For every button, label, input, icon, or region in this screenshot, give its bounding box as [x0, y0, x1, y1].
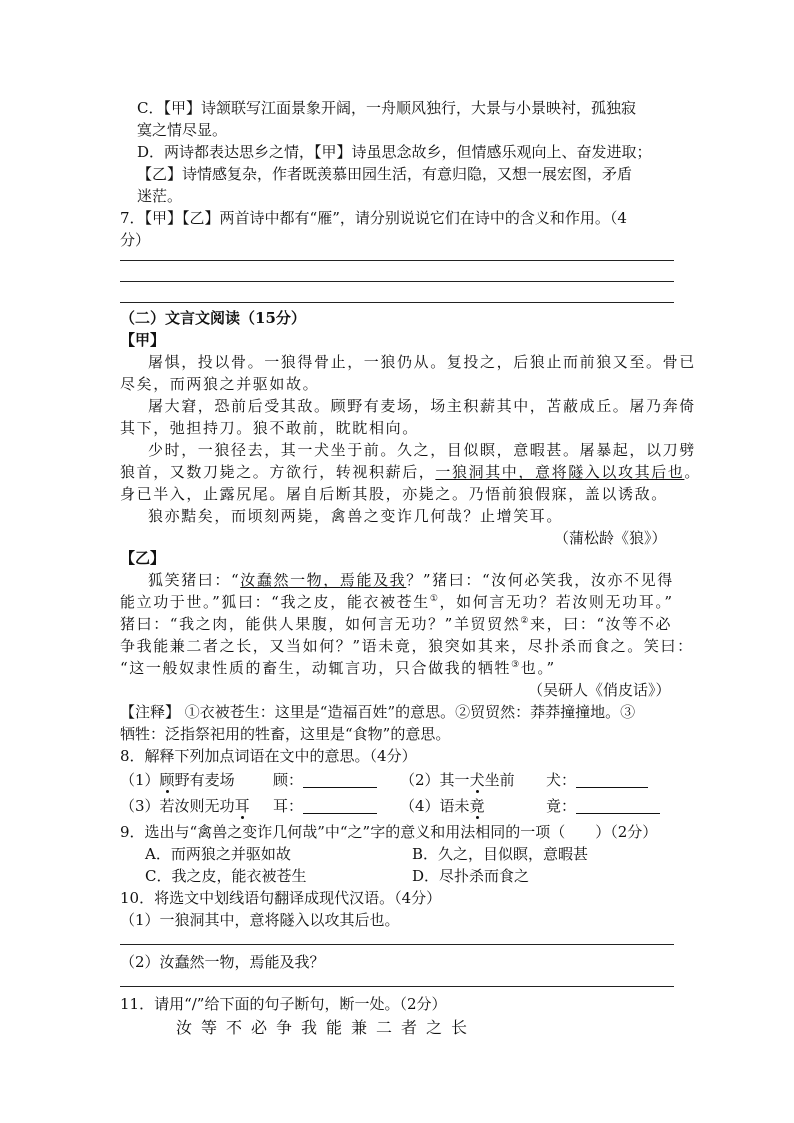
- q6-option-c-line2: 寞之情尽显。: [137, 121, 228, 139]
- jia-p3-line1: 少时，一狼径去，其一犬坐于前。久之，目似瞑，意暇甚。屠暴起，以刀劈: [148, 441, 696, 459]
- q8-item3: [120, 796, 250, 816]
- q8-item2-num: （2）: [400, 771, 440, 789]
- q8-item1-blank[interactable]: [303, 772, 377, 788]
- yi-line3-pre: 猪曰：“我之肉，能供人果腹，如何言无功？”羊贸贸然: [120, 615, 521, 633]
- q8-item4-label: 竟：: [546, 797, 577, 815]
- q8-item4-num: （4）: [400, 797, 440, 815]
- q10-sentence-2: （2）汝蠢然一物，焉能及我？: [120, 953, 325, 971]
- q6-option-d-line3: 迷茫。: [137, 187, 183, 205]
- passage-yi-label: 【乙】: [120, 549, 166, 567]
- q7-answer-line-1[interactable]: [120, 260, 674, 261]
- q8-item3-answer: [273, 796, 377, 816]
- yi-line2: [120, 592, 674, 612]
- q9-option-d[interactable]: D．尽扑杀而食之: [412, 867, 530, 885]
- jia-p4-line1: 狼亦黠矣，而顷刻两毙，禽兽之变诈几何哉？止增笑耳。: [148, 507, 564, 525]
- q8-item3-dotted-word: 耳: [234, 797, 250, 815]
- q10-answer-line-2[interactable]: [120, 986, 674, 987]
- q8-stem: 8．解释下列加点词语在文中的意思。（4分）: [120, 747, 417, 765]
- q8-item2-label: 犬：: [546, 771, 577, 789]
- yi-line1-post: ？”猪曰：“汝何必笑我，汝亦不见得: [406, 571, 674, 589]
- q9-option-a[interactable]: A．而两狼之并驱如故: [145, 845, 291, 863]
- q11-sentence[interactable]: 汝等不必争我能兼二者之长: [176, 1018, 477, 1037]
- q8-item2-blank[interactable]: [576, 772, 648, 788]
- jia-p3-line2: [120, 462, 701, 482]
- yi-line1-pre: 狐笑猪曰：“: [148, 571, 241, 589]
- yi-source: （吴研人《俏皮话》）: [528, 681, 671, 699]
- q8-item2-pre: 其一: [439, 771, 470, 789]
- yi-line3: [120, 614, 672, 634]
- q8-item2: [400, 770, 515, 790]
- jia-source: （蒲松龄《狼》）: [554, 529, 667, 547]
- q11-stem: 11．请用“/”给下面的句子断句，断一处。（2分）: [120, 995, 447, 1013]
- q9-option-b[interactable]: B．久之，目似瞑，意暇甚: [412, 845, 589, 863]
- q8-item1-dotted-word: 顾: [159, 771, 175, 789]
- q7-stem-line1: 7．【甲】【乙】两首诗中都有“雁”，请分别说说它们在诗中的含义和作用。（4: [120, 209, 627, 227]
- passage-jia-label: 【甲】: [120, 331, 166, 349]
- jia-p1-line2: 尽矣，而两狼之并驱如故。: [120, 375, 320, 393]
- q8-item2-dotted-word: 犬: [469, 771, 485, 789]
- jia-p2-line1: 屠大窘，恐前后受其敌。顾野有麦场，场主积薪其中，苫蔽成丘。屠乃奔倚: [148, 397, 696, 415]
- footnote-marker-1: ①: [429, 594, 440, 604]
- q8-item1-label: 顾：: [273, 771, 304, 789]
- q8-item4-answer: [546, 796, 660, 816]
- jia-underlined-sentence: 一狼洞其中，意将隧入以攻其后也: [435, 463, 685, 481]
- q8-item1-answer: [273, 770, 377, 790]
- q10-sentence-1: （1）一狼洞其中，意将隧入以攻其后也。: [120, 911, 400, 929]
- q8-item4-dotted-word: 竟: [469, 797, 485, 815]
- q6-option-d-line2: 【乙】诗情感复杂，作者既羡慕田园生活，有意归隐，又想一展宏图，矛盾: [137, 165, 633, 183]
- yi-line2-post: ，如何言无功？若汝则无功耳。”: [439, 593, 674, 611]
- q8-item1: [120, 770, 235, 790]
- yi-line4: 争我能兼二者之长，又当如何？”语未竟，狼突如其来，尽扑杀而食之。笑曰：: [120, 637, 694, 655]
- q8-item3-blank[interactable]: [303, 798, 377, 814]
- q9-stem: 9．选出与“禽兽之变诈几何哉”中“之”字的意义和用法相同的一项（ ）（2分）: [120, 823, 658, 841]
- q10-stem: 10．将选文中划线语句翻译成现代汉语。（4分）: [120, 889, 442, 907]
- notes-line2: 牺牲：泛指祭祀用的牲畜，这里是“食物”的意思。: [120, 725, 451, 743]
- q6-option-c-line1: C．【甲】诗颔联写江面景象开阔，一舟顺风独行，大景与小景映衬，孤独寂: [137, 99, 636, 117]
- q7-stem-line2: 分）: [120, 231, 151, 249]
- yi-line1: [148, 570, 674, 590]
- q8-item4: [400, 796, 485, 816]
- q8-item4-blank[interactable]: [576, 798, 660, 814]
- q7-answer-line-2[interactable]: [120, 281, 674, 282]
- jia-p2-line2: 其下，弛担持刀。狼不敢前，眈眈相向。: [120, 419, 419, 437]
- yi-line5-pre: “这一般奴隶性质的畜生，动辄言功，只合做我的牺牲: [120, 659, 512, 677]
- yi-line2-text: 能立功于世。”狐曰：“我之皮，能衣被苍生: [120, 593, 430, 611]
- footnote-marker-3: ③: [511, 660, 521, 670]
- q8-item3-label: 耳：: [273, 797, 304, 815]
- q8-item4-pre: 语未: [439, 797, 470, 815]
- footnote-marker-2: ②: [520, 616, 531, 626]
- q7-answer-line-3[interactable]: [120, 302, 674, 303]
- yi-line3-post: 来，曰：“汝等不必: [530, 615, 673, 633]
- q8-item1-post: 野有麦场: [174, 771, 235, 789]
- q9-option-c[interactable]: C．我之皮，能衣被苍生: [145, 867, 307, 885]
- jia-p3-line2-text: 狼首，又数刀毙之。方欲行，转视积薪后，: [120, 463, 436, 481]
- q8-item2-answer: [546, 770, 648, 790]
- section-title: （二）文言文阅读（15分）: [120, 309, 306, 327]
- yi-underlined-sentence: 汝蠢然一物，焉能及我: [240, 571, 407, 589]
- q6-option-d-line1: D．两诗都表达思乡之情，【甲】诗虽思念故乡，但情感乐观向上、奋发进取；: [137, 143, 652, 161]
- q8-item2-post: 坐前: [484, 771, 515, 789]
- jia-p3-line3: 身已半入，止露尻尾。屠自后断其股，亦毙之。乃悟前狼假寐，盖以诱敌。: [120, 485, 668, 503]
- yi-line5-post: 也。”: [520, 659, 556, 677]
- q10-answer-line-1[interactable]: [120, 944, 674, 945]
- q8-item1-num: （1）: [120, 771, 160, 789]
- yi-line5: [120, 658, 556, 678]
- q8-item3-pre: 若汝则无功: [159, 797, 235, 815]
- notes-line1: 【注释】 ①衣被苍生：这里是“造福百姓”的意思。②贸贸然：莽莽撞撞地。③: [120, 703, 636, 721]
- q8-item3-num: （3）: [120, 797, 160, 815]
- jia-p1-line1: 屠惧，投以骨。一狼得骨止，一狼仍从。复投之，后狼止而前狼又至。骨已: [148, 353, 696, 371]
- jia-p3-line2-end: 。: [684, 463, 702, 481]
